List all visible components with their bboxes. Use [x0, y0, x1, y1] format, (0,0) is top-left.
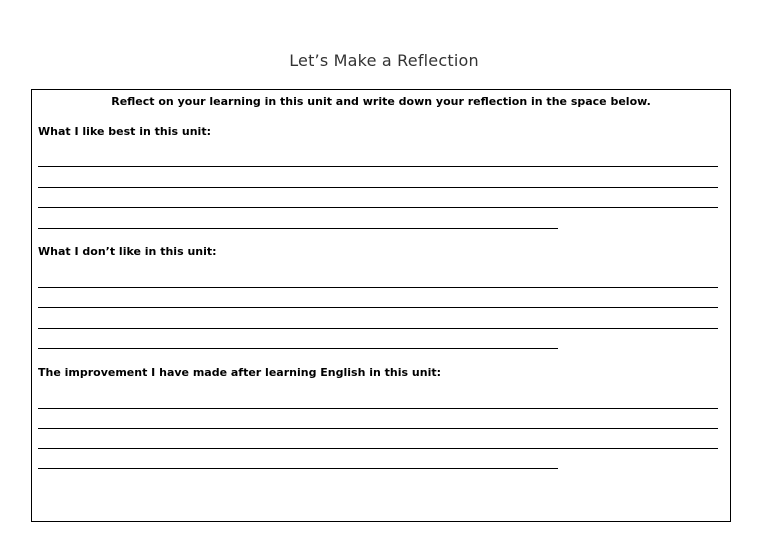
answer-line[interactable] [38, 428, 718, 429]
instruction-text: Reflect on your learning in this unit and write down your reflection in the space below. [111, 95, 651, 108]
answer-line[interactable] [38, 448, 718, 449]
answer-line[interactable] [38, 166, 718, 167]
answer-line[interactable] [38, 348, 558, 349]
section-prompt-improvement: The improvement I have made after learning English in this unit: [38, 366, 441, 379]
answer-line[interactable] [38, 187, 718, 188]
reflection-box [31, 89, 731, 522]
answer-line[interactable] [38, 307, 718, 308]
section-prompt-dont-like: What I don’t like in this unit: [38, 245, 217, 258]
page-title: Let’s Make a Reflection [289, 51, 479, 70]
answer-line[interactable] [38, 408, 718, 409]
answer-line[interactable] [38, 207, 718, 208]
answer-line[interactable] [38, 228, 558, 229]
answer-line[interactable] [38, 468, 558, 469]
section-prompt-like-best: What I like best in this unit: [38, 125, 211, 138]
answer-line[interactable] [38, 328, 718, 329]
answer-line[interactable] [38, 287, 718, 288]
